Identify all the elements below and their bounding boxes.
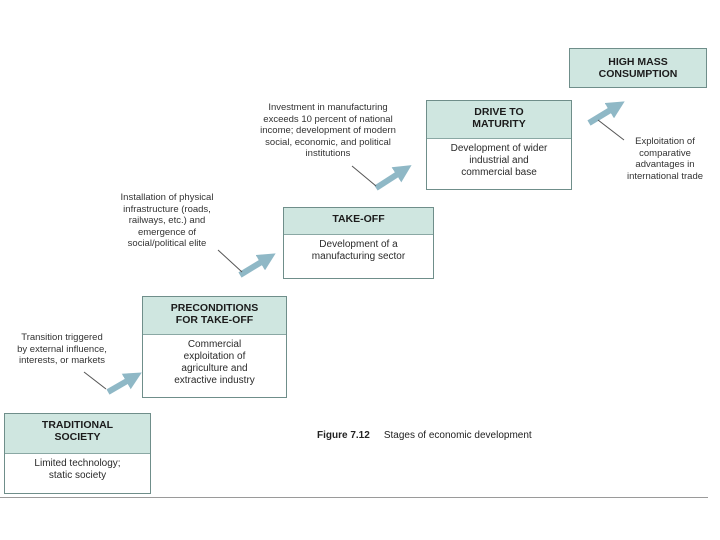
note-line: by external influence, [17, 343, 107, 355]
description-line: industrial and [469, 155, 529, 166]
stage-title-line: FOR TAKE-OFF [175, 314, 254, 326]
stage-title-line: TRADITIONAL [41, 419, 114, 431]
note-line: exceeds 10 percent of national [263, 113, 393, 125]
stage-title-line: HIGH MASS [608, 56, 668, 68]
note-line: interests, or markets [18, 355, 106, 366]
note-line: Installation of physical [120, 192, 214, 203]
note-line: comparative [639, 147, 691, 159]
leader-line [84, 372, 106, 389]
description-line: Development of wider [450, 143, 548, 154]
figure-title: Stages of economic development [383, 430, 532, 441]
description-line: Development of a [319, 239, 398, 250]
note-line: income; development of modern [260, 125, 396, 136]
note-line: Exploitation of [635, 136, 695, 147]
description-line: Commercial [187, 339, 242, 350]
note-line: social/political elite [127, 238, 207, 249]
note-line: Transition triggered [21, 332, 103, 343]
description-line: static society [48, 470, 107, 481]
description-line: extractive industry [174, 375, 255, 386]
leader-line [598, 120, 624, 140]
description-line: commercial base [461, 167, 537, 178]
note-line: railways, etc.) and [128, 215, 206, 226]
note-line: international trade [626, 170, 704, 182]
progress-arrow [108, 377, 134, 392]
description-line: exploitation of [183, 351, 246, 362]
progress-arrow [589, 106, 617, 123]
stage-title-line: CONSUMPTION [598, 68, 678, 80]
leader-line [352, 166, 376, 186]
leader-line [218, 250, 242, 272]
note-line: institutions [305, 148, 351, 159]
stage-title-line: PRECONDITIONS [170, 302, 259, 314]
description-line: Limited technology; [34, 458, 121, 469]
stage-title-line: DRIVE TO [474, 106, 524, 118]
note-line: infrastructure (roads, [123, 203, 211, 215]
stage-title-line: TAKE-OFF [332, 213, 385, 225]
description-line: agriculture and [181, 363, 248, 374]
note-line: Investment in manufacturing [268, 102, 388, 113]
stage-title-line: MATURITY [472, 118, 526, 130]
stage-title-line: SOCIETY [54, 431, 101, 443]
note-line: emergence of [137, 226, 197, 238]
description-line: manufacturing sector [311, 251, 406, 262]
note-line: advantages in [635, 159, 695, 170]
progress-arrow [376, 170, 404, 188]
note-line: social, economic, and political [265, 136, 391, 148]
progress-arrow [240, 258, 268, 275]
figure-number: Figure 7.12 [317, 430, 370, 441]
